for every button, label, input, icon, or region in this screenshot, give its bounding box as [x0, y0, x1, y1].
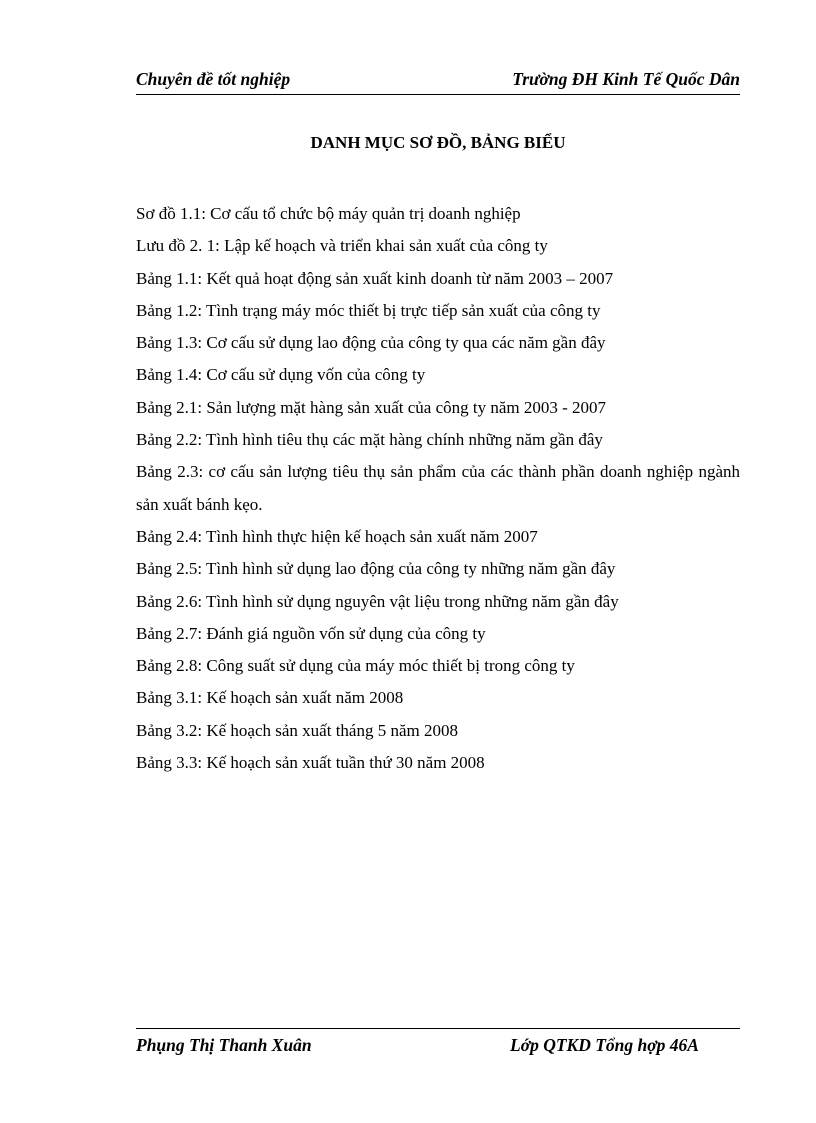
footer-class: Lớp QTKD Tổng hợp 46A — [510, 1035, 699, 1055]
page-header — [136, 66, 740, 95]
list-item: Bảng 2.4: Tình hình thực hiện kế hoạch sản xuất năm 2007 — [136, 526, 538, 546]
list-item: Bảng 2.2: Tình hình tiêu thụ các mặt hàng chính những năm gần đây — [136, 430, 603, 450]
page-title: DANH MỤC SƠ ĐỒ, BẢNG BIỂU — [310, 133, 566, 152]
list-item: Bảng 1.3: Cơ cấu sử dụng lao động của công ty qua các năm gần đây — [136, 333, 606, 353]
list-item: Lưu đồ 2. 1: Lập kế hoạch và triển khai sản xuất của công ty — [136, 236, 548, 256]
header-right-text: Trường ĐH Kinh Tế Quốc Dân — [512, 69, 740, 89]
list-item: Bảng 2.3: cơ cấu sản lượng tiêu thụ sản phẩm của các thành phần doanh nghiệp ngành sản xuất bánh kẹo. — [136, 462, 740, 514]
list-item: Bảng 3.1: Kế hoạch sản xuất năm 2008 — [136, 688, 404, 708]
footer-author: Phụng Thị Thanh Xuân — [136, 1035, 312, 1055]
list-item: Bảng 2.1: Sản lượng mặt hàng sản xuất của công ty năm 2003 - 2007 — [136, 397, 607, 417]
list-item: Bảng 2.5: Tình hình sử dụng lao động của công ty những năm gần đây — [136, 559, 616, 579]
page-footer — [136, 1028, 740, 1059]
list-item: Bảng 3.3: Kế hoạch sản xuất tuần thứ 30 năm 2008 — [136, 753, 485, 773]
list-item: Bảng 2.7: Đánh giá nguồn vốn sử dụng của công ty — [136, 623, 486, 643]
list-item: Sơ đồ 1.1: Cơ cấu tổ chức bộ máy quản trị doanh nghiệp — [136, 204, 521, 223]
header-left-text: Chuyên đề tốt nghiệp — [136, 69, 291, 89]
list-item: Bảng 2.8: Công suất sử dụng của máy móc thiết bị trong công ty — [136, 656, 575, 676]
list-item: Bảng 2.6: Tình hình sử dụng nguyên vật liệu trong những năm gần đây — [136, 591, 619, 611]
list-item: Bảng 1.2: Tình trạng máy móc thiết bị trực tiếp sản xuất của công ty — [136, 300, 601, 320]
list-item: Bảng 1.4: Cơ cấu sử dụng vốn của công ty — [136, 365, 426, 385]
list-item: Bảng 3.2: Kế hoạch sản xuất tháng 5 năm 2008 — [136, 720, 458, 740]
list-item: Bảng 1.1: Kết quả hoạt động sản xuất kinh doanh từ năm 2003 – 2007 — [136, 268, 614, 288]
figure-table-list — [136, 198, 740, 779]
